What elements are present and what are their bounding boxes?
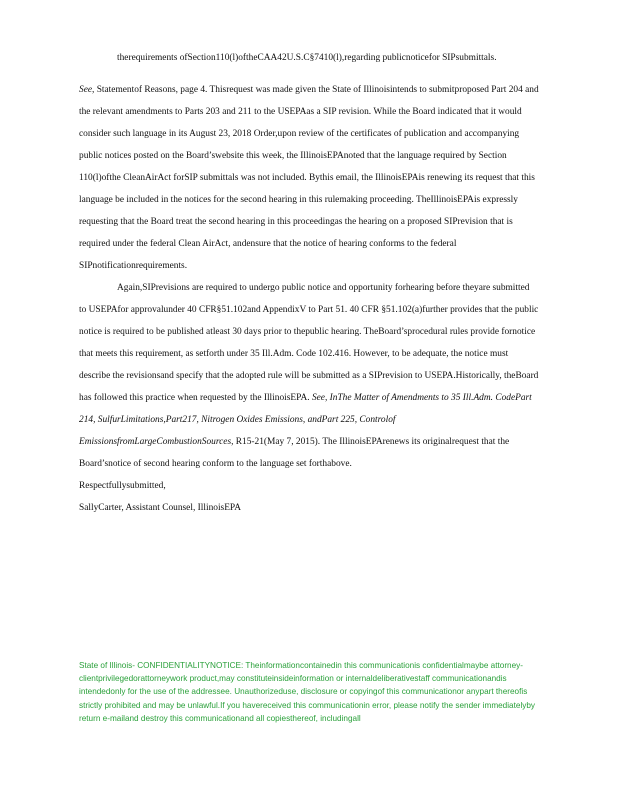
paragraph-2-text-after: R15-21(May 7, 2015). The IllinoisEPArenews its originalrequest that the Board’snotice of second hearing conform to the language set forthabove. bbox=[79, 437, 510, 469]
indented-block: therequirements ofSection110(l)oftheCAA42U.S.C§7410(l),regarding publicnoticefor SIPsubmittals. bbox=[117, 53, 497, 63]
see-label: See, bbox=[79, 85, 95, 95]
confidentiality-footer bbox=[79, 659, 539, 725]
closing: Respectfullysubmitted, bbox=[79, 481, 166, 491]
paragraph-2 bbox=[79, 277, 539, 475]
letter-body bbox=[79, 50, 539, 519]
signature: SallyCarter, Assistant Counsel, IllinoisEPA bbox=[79, 503, 242, 513]
paragraph-1 bbox=[79, 79, 539, 277]
citation: See, InThe Matter of Amendments to 35 Ill.Adm. CodePart 214, SulfurLimitations,Part217, Nitrogen Oxides Emissions, andPart 225, Controlof EmissionsfromLargeCombustionSources, bbox=[79, 393, 532, 447]
paragraph-1-text: Statementof Reasons, page 4. Thisrequest was made given the State of Illinoisintends to submitproposed Part 204 and the relevant amendments to Parts 203 and 211 to the USEPAas a SIP revision. While the Board indicated that it would consider such language in its August 23, 2018 Order,upon review of the certificates of publication and accompanying public notices posted on the Board’swebsite this week, the IllinoisEPAnoted that the language required by Section 110(l)ofthe CleanAirAct forSIP submittals was not included. Bythis email, the IllinoisEPAis renewing its request that this language be included in the notices for the second hearing in this rulemaking proceeding. TheIllinoisEPAis expressly requesting that the Board treat the second hearing in this proceedingas the hearing on a proposed SIPrevision that is required under the federal Clean AirAct, andensure that the notice of hearing conforms to the federal SIPnotificationrequirements. bbox=[79, 85, 539, 271]
paragraph-2-text-before: Again,SIPrevisions are required to undergo public notice and opportunity forhearing before theyare submitted to USEPAfor approvalunder 40 CFR§51.102and AppendixV to Part 51. 40 CFR §51.102(a)further provides that the public notice is required to be published atleast 30 days prior to thepublic hearing. TheBoard’sprocedural rules provide fornotice that meets this requirement, as setforth under 35 Ill.Adm. Code 102.416. However, to be adequate, the notice must describe the revisionsand specify that the adopted rule will be submitted as a SIPrevision to USEPA.Historically, theBoard has followed this practice when requested by the IllinoisEPA. bbox=[79, 283, 539, 403]
confidentiality-notice: State of Illinois- CONFIDENTIALITYNOTICE: Theinformationcontainedin this communicationis confidentialmaybe attorney-clientprivilegedorattorneywork product,may constituteinsideinformation or internaldeliberativestaff communicationandis intendedonly for the use of the addressee. Unauthorizeduse, disclosure or copyingof this communicationor anypart thereofis strictly prohibited and may be unlawful.If you havereceived this communicationin error, please notify the sender immediatelyby return e-mailand destroy this communicationand all copiesthereof, includingall bbox=[79, 661, 536, 723]
